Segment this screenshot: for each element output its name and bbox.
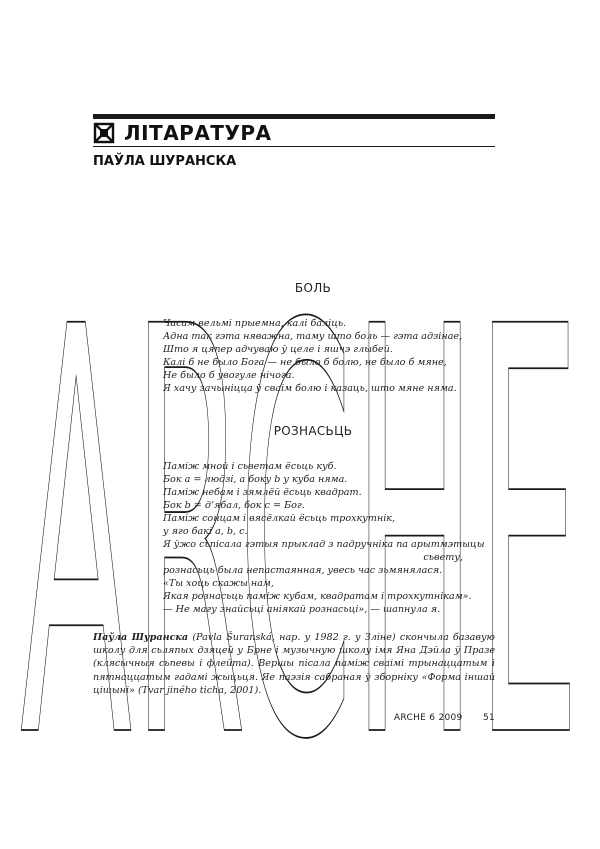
header-rule <box>93 146 495 147</box>
poem-line: Не было б увогуле нічога. <box>163 370 295 381</box>
bio-author-name: Паўла Шуранска <box>93 632 189 643</box>
poem-line: Паміж мной і сьветам ёсьць куб. <box>163 461 337 472</box>
square-ornament-icon <box>93 122 115 144</box>
poem-line: Якая рознасьць паміж кубам, квадратам і трохкутнікам». <box>163 591 472 602</box>
poem-line: сьвету, <box>423 552 463 563</box>
footer-issue: 6 2009 <box>429 713 463 723</box>
poem-line: у яго бакі a, b, c. <box>163 526 248 537</box>
poem-line: Што я цяпер адчуваю ў целе і яшчэ глыбей. <box>163 344 393 355</box>
author-bio <box>93 631 495 697</box>
poem-line: Паміж сонцам і вясёлкай ёсьць трохкутнік, <box>163 513 396 524</box>
section-title: ЛІТАРАТУРА <box>124 121 272 145</box>
poem-title-difference: РОЗНАСЬЦЬ <box>273 424 353 438</box>
poem-line: Калі б не было Бога — не было б болю, не было б мяне, <box>163 357 447 368</box>
section-header <box>93 120 495 146</box>
footer-journal: ARCHE <box>393 713 427 723</box>
poem-line: Бок a = людзі, а боку b у куба няма. <box>163 474 348 485</box>
author-name: ПАЎЛА ШУРАНСКА <box>93 154 237 169</box>
poem-line: Я хачу зачыніцца ў сваім болю і казаць, што мяне няма. <box>163 383 457 394</box>
poem-line: Часам вельмі прыемна, калі баліць. <box>163 318 347 329</box>
page-footer <box>330 713 495 723</box>
poem-line: Адна так гэта няважна, таму што боль — гэта адзінае, <box>163 331 463 342</box>
top-rule <box>93 114 495 119</box>
poem-line: Бок b = д’ябал, бок c = Бог. <box>163 500 305 511</box>
bio-text: (Pavla Šuranská, нар. у 1982 г. у Зліне) скончыла базавую школу для сьляпых дзяцей у Брне і музычную школу імя Яна Дэйла ў Празе (клясычныя сьпевы і флейта). Вершы пісала паміж сваімі трынаццатым і пятнаццатым гадамі жыцьця. Яе паэзія сабраная ў зборніку «Форма іншай цішыні» (Tvar jiného ticha, 2001). <box>93 632 495 696</box>
poem-line: Я ўжо сьпісала гэтыя прыклад з падручніка па арытмэтыцы <box>163 539 485 550</box>
poem-line: рознасьць была непастаянная, увесь час зьмянялася. <box>163 565 443 576</box>
poem-line: «Ты хоць скажы нам, <box>163 578 274 589</box>
poem-line: — Не магу знайсьці аніякай рознасьці», — шапнула я. <box>163 604 441 615</box>
poem-pain <box>163 317 463 395</box>
poem-line: Паміж небам і зямлёй ёсьць квадрат. <box>163 487 362 498</box>
poem-title-pain: БОЛЬ <box>294 281 332 295</box>
watermark-text: ARCHE <box>20 210 581 849</box>
poem-difference <box>163 460 485 616</box>
page-number: 51 <box>482 713 495 723</box>
